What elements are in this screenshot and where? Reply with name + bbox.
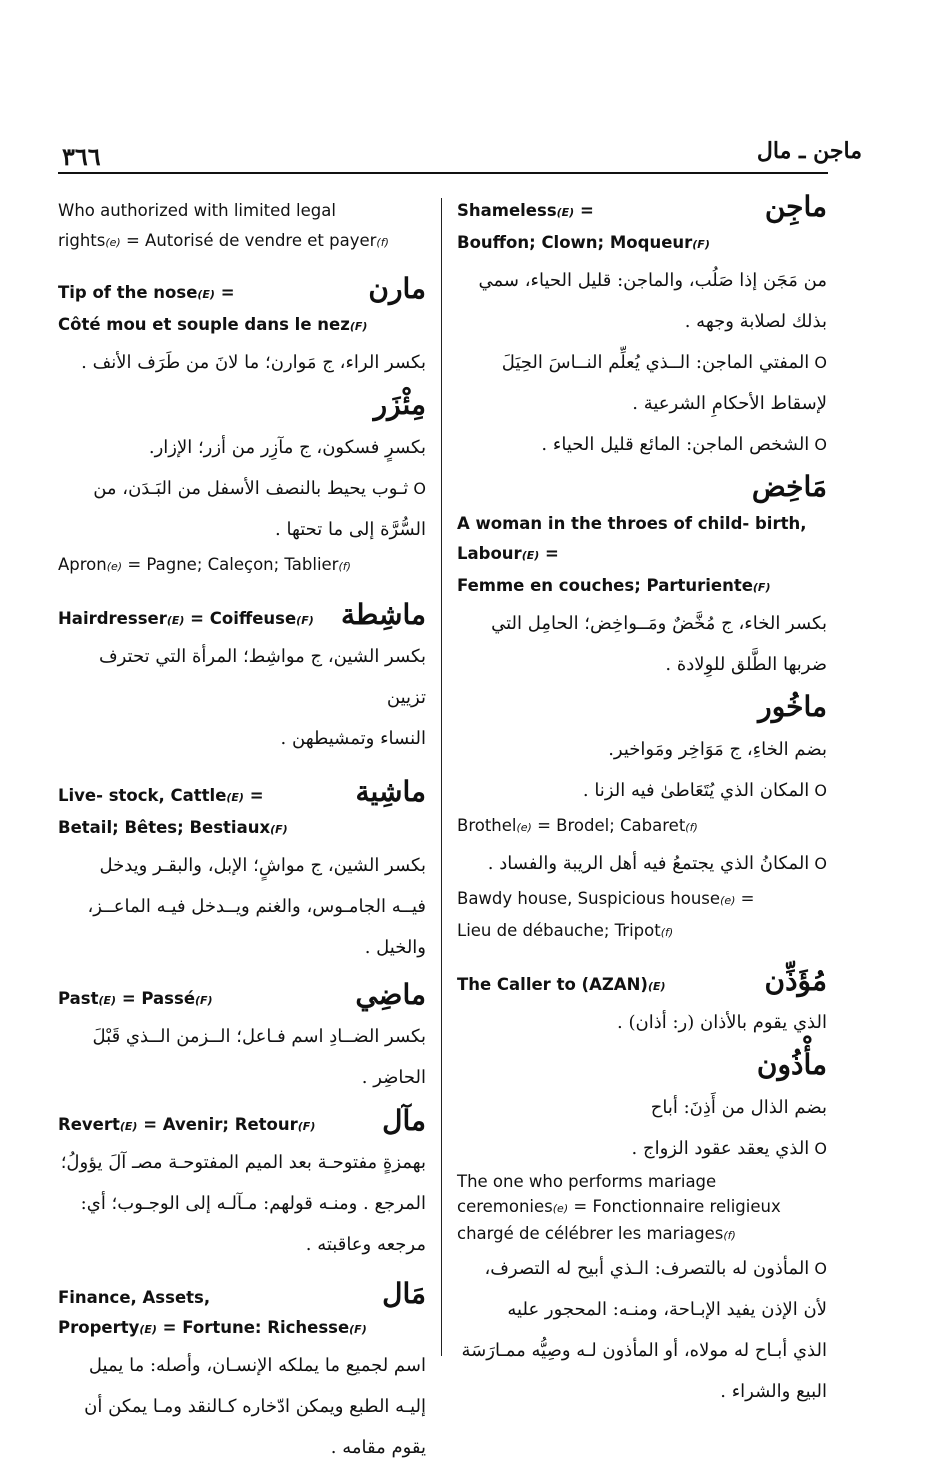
lang-tag: (f) xyxy=(338,560,351,573)
headword: مأْذُون xyxy=(756,1048,827,1081)
ar-line: O الشخص الماجن: المائع قليل الحياء . xyxy=(457,424,827,465)
ar-line: بكسر الضــادِ اسم فـاعل؛ الــزمن الــذي قَبْلَ xyxy=(92,1026,426,1047)
ar-definition xyxy=(58,427,426,550)
headword: مَاخِض xyxy=(751,470,827,503)
ar-line: بكسر الشين، ج مواشٍ؛ الإبل، والبقـر ويدخل xyxy=(99,855,426,876)
ar-definition xyxy=(457,260,827,465)
ar-definition xyxy=(457,1002,827,1043)
fr-gloss: Lieu de débauche; Tripot xyxy=(457,921,661,940)
ar-line: O المكان الذي يُتَعَاطىٰ فيه الزنا . xyxy=(457,770,827,811)
headword: ماجِن xyxy=(764,190,827,223)
en-gloss: Past xyxy=(58,989,99,1008)
top-rule xyxy=(58,172,828,174)
lang-tag: (F) xyxy=(692,238,710,251)
ar-line: إليـه الطبع ويمكن ادّخاره كـالنقد ومـا يمكن أن xyxy=(84,1396,426,1417)
ar-line: والخيل . xyxy=(364,937,426,958)
entry-mashita xyxy=(58,598,426,759)
ar-line: اسم لجميع ما يملكه الإنسـان، وأصله: ما يميل xyxy=(88,1355,426,1376)
lang-tag: (f) xyxy=(685,821,698,834)
lang-tag: (F) xyxy=(349,320,368,333)
fr-gloss: chargé de célébrer les mariages xyxy=(457,1224,724,1243)
fr-gloss: Betail; Bêtes; Bestiaux xyxy=(58,818,271,837)
headword: مارن xyxy=(368,272,426,305)
en-gloss-eq: = xyxy=(735,889,755,908)
fr-gloss: = Brodel; Cabaret xyxy=(531,816,686,835)
fr-gloss: = Fortune: Richesse xyxy=(156,1318,350,1337)
headword: مِئْزَر xyxy=(373,388,426,421)
headword: ماشِطة xyxy=(341,598,426,631)
entry-muadhdhin xyxy=(457,964,827,1043)
lang-tag: (F) xyxy=(752,581,771,594)
ar-line: O الذي يعقد عقود الزواج . xyxy=(457,1128,827,1169)
lang-tag: (e) xyxy=(720,894,736,907)
en-text: Who authorized with limited legal xyxy=(58,201,336,220)
lang-tag: (E) xyxy=(226,791,244,804)
lang-tag: (f) xyxy=(376,236,389,249)
ar-line: بكسر الراء، ج مَوارن؛ ما لانَ من طَرَف الأنف . xyxy=(81,352,426,373)
ar-line: مرجعه وعاقبته . xyxy=(305,1234,426,1255)
entry-madi xyxy=(58,978,426,1098)
en-gloss: Live- stock, Cattle xyxy=(58,786,227,805)
lang-tag: (E) xyxy=(119,1120,138,1133)
en-gloss-eq: = xyxy=(539,544,559,563)
lang-tag: (E) xyxy=(556,206,575,219)
fr-gloss: = Pagne; Caleçon; Tablier xyxy=(122,555,339,574)
ar-definition xyxy=(457,1248,827,1412)
headword: مَال xyxy=(382,1277,426,1310)
ar-definition xyxy=(58,342,426,383)
lang-tag: (e) xyxy=(105,236,121,249)
ar-line: الحاضِر . xyxy=(361,1067,426,1088)
ar-line: النساء وتمشيطهن . xyxy=(280,728,426,749)
en-gloss: Property xyxy=(58,1318,140,1337)
en-gloss-eq: = xyxy=(243,786,264,805)
fr-text: = Autorisé de vendre et payer xyxy=(120,231,377,250)
ar-line: O المفتي الماجن: الــذي يُعلِّم النــاسَ الحِيَلَ xyxy=(457,342,827,383)
entry-mashiya xyxy=(58,775,426,968)
ar-line: بكسرٍ فسكون، ج مآزِر من أزر؛ الإزار. xyxy=(148,437,426,458)
running-head: ماجن ـ مال xyxy=(756,138,862,164)
headword: ماشِية xyxy=(355,775,426,808)
entry-marin xyxy=(58,272,426,383)
ar-definition xyxy=(58,1142,426,1265)
ar-line: O ثـوب يحيط بالنصف الأسفل من البَـدَن، من xyxy=(58,468,426,509)
lang-tag: (F) xyxy=(296,614,314,627)
entry-maal-revert xyxy=(58,1104,426,1265)
ar-line: بهمزةٍ مفتوحـة بعد الميم المفتوحـة مصـ آلَ يؤولُ؛ xyxy=(60,1152,426,1173)
fr-gloss: Femme en couches; Parturiente xyxy=(457,576,753,595)
lang-tag: (E) xyxy=(139,1323,157,1336)
ar-line: الذي أبـاح له مولاه، أو المأذون لـه وصِيُّه ممـارَسَة xyxy=(461,1340,827,1361)
ar-definition xyxy=(58,845,426,968)
lang-tag: (F) xyxy=(349,1323,367,1336)
ar-definition xyxy=(457,843,827,884)
ar-line: من مَجَن إذا صَلُب، والماجن: قليل الحياء، سمي xyxy=(478,270,827,291)
ar-definition xyxy=(457,603,827,685)
entry-makhid xyxy=(457,465,827,685)
en-gloss: Apron xyxy=(58,555,107,574)
ar-line: المرجع . ومنـه قولهم: مـآلـه إلى الوجـوب؛ أي: xyxy=(80,1193,426,1214)
en-gloss: The Caller to (AZAN) xyxy=(457,975,648,994)
lang-tag: (F) xyxy=(297,1120,316,1133)
en-gloss-eq: = xyxy=(214,283,235,302)
ar-line: ضربها الطَّلق للوِلادة . xyxy=(665,654,827,675)
en-gloss: The one who performs mariage xyxy=(457,1172,717,1191)
headword: ماخُور xyxy=(758,690,827,723)
en-gloss: ceremonies xyxy=(457,1197,553,1216)
page-number: ٣٦٦ xyxy=(62,142,101,171)
lang-tag: (E) xyxy=(647,980,666,993)
entry-madhun xyxy=(457,1043,827,1412)
entry-makhur xyxy=(457,685,827,948)
ar-line: بضم الذال من أَذِنَ: أباح xyxy=(650,1097,827,1118)
ar-line: الذي يقوم بالأذان (ر: أذان) . xyxy=(617,1012,827,1033)
ar-line: O المأذون له بالتصرف: الـذي أبيح له التصرف، xyxy=(457,1248,827,1289)
lang-tag: (E) xyxy=(166,614,185,627)
ar-line: بكسر الشين، ج مواشِط؛ المرأة التي تحترف تزيين xyxy=(98,646,426,708)
fr-gloss: = Avenir; Retour xyxy=(137,1115,298,1134)
ar-line: السُّرَّة إلى ما تحتها . xyxy=(275,519,426,540)
ar-definition xyxy=(58,1345,426,1468)
fr-gloss: = Fonctionnaire religieux xyxy=(568,1197,781,1216)
headword: ماضِي xyxy=(355,978,426,1011)
fr-gloss: Côté mou et souple dans le nez xyxy=(58,315,350,334)
entry-majin xyxy=(457,190,827,465)
lang-tag: (e) xyxy=(106,560,123,573)
en-gloss: Bawdy house, Suspicious house xyxy=(457,889,721,908)
en-gloss: A woman in the throes of child- birth, xyxy=(457,514,807,533)
ar-definition xyxy=(457,729,827,811)
ar-line: لإسقاط الأحكامِ الشرعية . xyxy=(632,393,827,414)
en-gloss: Finance, Assets, xyxy=(58,1288,211,1307)
ar-line: يقوم مقامه . xyxy=(330,1437,426,1458)
en-gloss: Brothel xyxy=(457,816,517,835)
fr-gloss: Bouffon; Clown; Moqueur xyxy=(457,233,693,252)
fr-gloss: = Coiffeuse xyxy=(184,609,297,628)
headword: مُؤَذِّن xyxy=(764,964,827,997)
fr-gloss: = Passé xyxy=(116,989,196,1008)
column-divider xyxy=(441,198,442,1356)
lang-tag: (f) xyxy=(660,926,674,939)
ar-line: البيع والشراء . xyxy=(720,1381,827,1402)
headword: مآل xyxy=(382,1104,426,1137)
ar-line: بكسر الخاء، ج مُخَّضٌ ومَــواخِض؛ الحامِل التي xyxy=(491,613,827,634)
ar-definition xyxy=(457,1087,827,1169)
ar-definition xyxy=(58,636,426,759)
en-gloss: Tip of the nose xyxy=(58,283,198,302)
ar-line: فيــه الجامـوس، والغنم ويــدخل فيـه الماعــز، xyxy=(87,896,426,917)
lang-tag: (E) xyxy=(197,288,215,301)
en-gloss: Hairdresser xyxy=(58,609,167,628)
en-gloss: Revert xyxy=(58,1115,120,1134)
ar-definition xyxy=(58,1016,426,1098)
lang-tag: (f) xyxy=(723,1229,736,1242)
lang-tag: (E) xyxy=(521,549,540,562)
left-column xyxy=(58,196,426,1468)
ar-line: O المكانُ الذي يجتمعُ فيه أهل الريبة والفساد . xyxy=(457,843,827,884)
ar-line: بذلك لصلابة وجهه . xyxy=(684,311,827,332)
lang-tag: (F) xyxy=(270,823,288,836)
en-gloss: Labour xyxy=(457,544,522,563)
lang-tag: (e) xyxy=(552,1202,569,1215)
lang-tag: (F) xyxy=(195,994,213,1007)
en-text: rights xyxy=(58,231,106,250)
right-column xyxy=(457,190,827,1412)
intro-continuation xyxy=(58,196,426,258)
entry-mizar xyxy=(58,383,426,582)
entry-maal-finance xyxy=(58,1277,426,1468)
en-gloss-eq: = xyxy=(574,201,594,220)
lang-tag: (e) xyxy=(516,821,532,834)
ar-line: لأن الإذن يفيد الإبـاحة، ومنـه: المحجور عليه xyxy=(507,1299,827,1320)
lang-tag: (E) xyxy=(98,994,117,1007)
ar-line: بضم الخاءِ، ج مَوَاخِر ومَواخير. xyxy=(608,739,827,760)
en-gloss: Shameless xyxy=(457,201,557,220)
